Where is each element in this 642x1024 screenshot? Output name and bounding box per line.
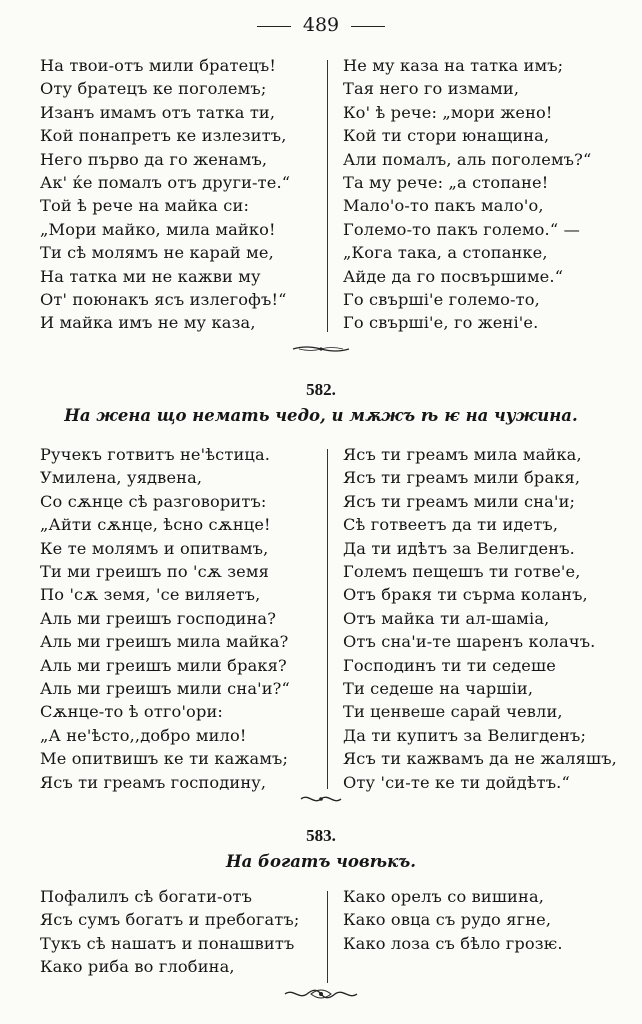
verse-line: Аль ми греишъ мила майка?: [40, 632, 289, 652]
verse-line: Ти сѣ молямъ не карай ме,: [40, 243, 274, 263]
verse-line: Аль ми греишъ мили сна'и?“: [40, 679, 290, 699]
verse-line: Ясъ ти греамъ мили бракя,: [343, 468, 581, 488]
page-number: 489: [302, 14, 340, 36]
verse-line: Ти седеше на чаршіи,: [343, 679, 534, 699]
poem-582-left-column: [40, 443, 320, 794]
verse-line: Го свърші'е, го жені'е.: [343, 313, 539, 333]
verse-line: Како лоза съ бѣло грозѥ.: [343, 933, 563, 953]
verse-line: Кой ти стори юнащина,: [343, 126, 550, 146]
verse-line: Отъ майка ти ал-шаміа,: [343, 608, 550, 628]
verse-line: Ке те молямъ и опитвамъ,: [40, 538, 269, 558]
verse-line: Да ти купитъ за Велигденъ;: [343, 725, 587, 745]
verse-line: Отъ бракя ти сърма коланъ,: [343, 585, 588, 605]
poem-number: 582.: [306, 380, 336, 399]
verse-line: Господинъ ти ти седеше: [343, 655, 556, 675]
verse-line: Той ѣ рече на майка си:: [40, 196, 250, 216]
verse-line: Тая него го измами,: [343, 79, 520, 99]
poem-title: На жена що немать чедо, и мѫжъ ѣ ѥ на чужина.: [64, 406, 578, 425]
verse-line: Отъ сна'и-те шаренъ колачъ.: [343, 632, 596, 652]
verse-line: Како риба во глобина,: [40, 957, 235, 977]
verse-line: Та му рече: „а стопане!: [343, 173, 549, 193]
poem-continuation-right-column: [343, 54, 613, 335]
verse-line: Ясъ ти кажвамъ да не жаляшъ,: [343, 749, 617, 769]
header-dash-left: [257, 26, 291, 27]
header-dash-right: [351, 26, 385, 27]
column-divider: [327, 891, 328, 983]
verse-line: Ак' ќе помалъ отъ други-те.“: [40, 173, 291, 193]
verse-line: Ясъ сумъ богатъ и пребогатъ;: [40, 910, 300, 930]
verse-line: Тукъ сѣ нашатъ и понашвитъ: [40, 933, 295, 953]
verse-line: Айде да го посвършиме.“: [343, 266, 564, 286]
section-ornament: [0, 340, 642, 359]
verse-line: Големъ пещешъ ти готве'е,: [343, 562, 581, 582]
verse-line: Ясъ ти греамъ мили сна'и;: [343, 491, 576, 511]
verse-line: Ручекъ готвитъ не'ѣстица.: [40, 445, 271, 464]
verse-line: Него първо да го женамъ,: [40, 149, 268, 169]
verse-line: По 'сѫ земя, 'се виляетъ,: [40, 585, 261, 605]
verse-line: На татка ми не кажви му: [40, 266, 261, 286]
verse-line: Изанъ имамъ отъ татка ти,: [40, 102, 276, 122]
end-ornament: [0, 986, 642, 1006]
verse-line: Ко' ѣ рече: „мори жено!: [343, 102, 553, 122]
column-divider: [327, 60, 328, 332]
verse-line: Да ти идѣтъ за Велигденъ.: [343, 538, 575, 558]
verse-line: „А не'ѣсто,,добро мило!: [40, 725, 247, 745]
verse-line: Умилена, уядвена,: [40, 468, 203, 488]
verse-line: Аль ми греишъ мили бракя?: [40, 655, 287, 675]
verse-line: И майка имъ не му каза,: [40, 313, 256, 333]
poem-583-left-column: [40, 885, 320, 979]
verse-line: „Айти сѫнце, ѣсно сѫнце!: [40, 515, 271, 535]
poem-number: 583.: [306, 826, 336, 845]
column-divider: [327, 449, 328, 789]
verse-line: Пофалилъ сѣ богати-отъ: [40, 887, 253, 906]
verse-line: Ти ценвеше сарай чевли,: [343, 702, 563, 722]
verse-line: Не му каза на татка имъ;: [343, 56, 564, 75]
poem-582: [0, 380, 642, 792]
verse-line: Оту братецъ ке поголемъ;: [40, 79, 267, 99]
poem-title: На богатъ човѣкъ.: [226, 852, 416, 871]
page-header: [0, 14, 642, 36]
verse-line: Ти ми греишъ по 'сѫ земя: [40, 562, 270, 582]
verse-line: Го свърші'е големо-то,: [343, 290, 540, 310]
verse-line: Оту 'си-те ке ти дойдѣтъ.“: [343, 772, 570, 792]
verse-line: Големо-то пакъ големо.“ —: [343, 219, 580, 239]
verse-line: Како орелъ со вишина,: [343, 887, 545, 906]
section-ornament: [0, 790, 642, 809]
poem-continuation-left-column: [40, 54, 320, 335]
verse-line: От' поюнакъ ясъ излегофъ!“: [40, 290, 287, 310]
verse-line: Ясъ ти греамъ господину,: [40, 772, 267, 792]
verse-line: Мало'о-то пакъ мало'о,: [343, 196, 544, 216]
verse-line: На твои-отъ мили братецъ!: [40, 56, 276, 75]
verse-line: Ме опитвишъ ке ти кажамъ;: [40, 749, 289, 769]
verse-line: Аль ми греишъ господина?: [40, 608, 277, 628]
poem-582-right-column: [343, 443, 617, 794]
verse-line: Ясъ ти греамъ мила майка,: [343, 445, 582, 464]
verse-line: Како овца съ рудо ягне,: [343, 910, 552, 930]
verse-line: Со сѫнце сѣ разговоритъ:: [40, 491, 267, 511]
poem-583-right-column: [343, 885, 613, 955]
verse-line: „Мори майко, мила майко!: [40, 219, 276, 239]
verse-line: Сѫнце-то ѣ отго'ори:: [40, 702, 224, 722]
verse-line: „Кога така, а стопанке,: [343, 243, 548, 263]
poem-583: [0, 826, 642, 977]
verse-line: Кой понапретъ ке излезитъ,: [40, 126, 287, 146]
verse-line: Али помалъ, аль поголемъ?“: [343, 149, 592, 169]
verse-line: Сѣ готвеетъ да ти идетъ,: [343, 515, 559, 535]
